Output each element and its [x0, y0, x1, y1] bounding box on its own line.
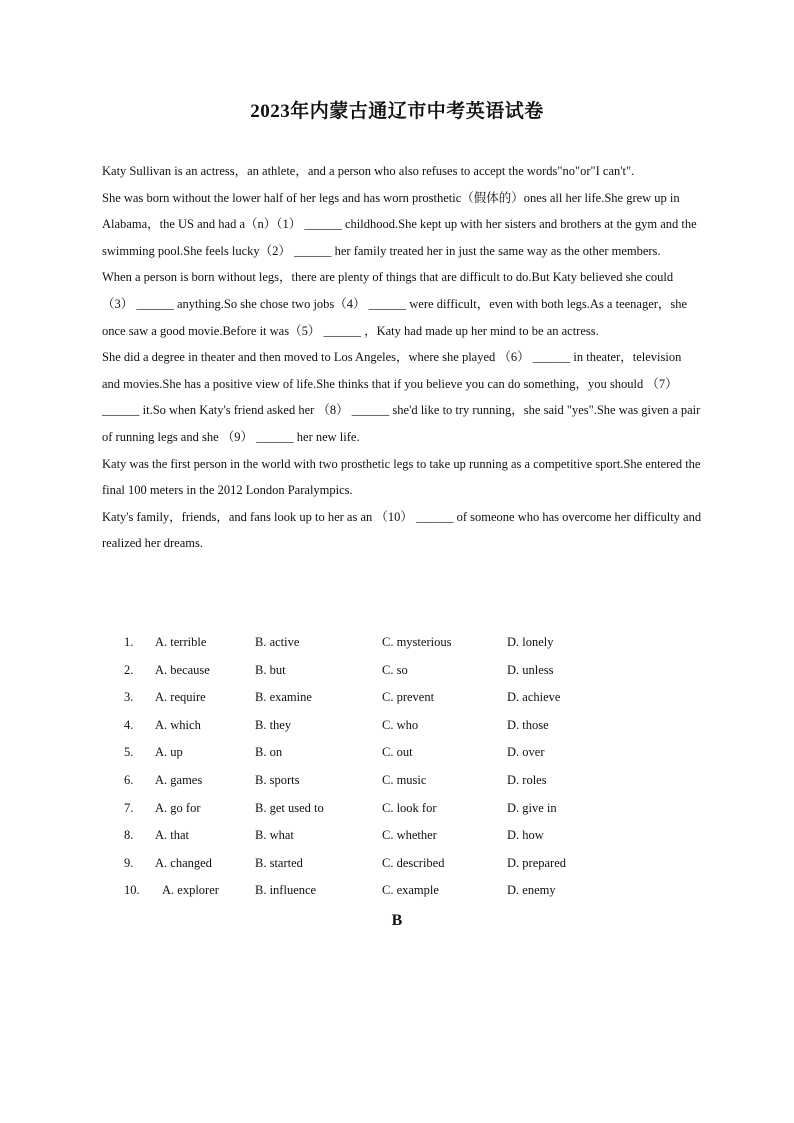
question-row [102, 851, 702, 879]
question-number: 6. [124, 772, 134, 787]
passage-paragraph: Katy Sullivan is an actress，an athlete，and a person who also refuses to accept the words"no"or"I can't". [102, 164, 635, 178]
passage-paragraph: She did a degree in theater and then moved to Los Angeles，where she played （6） ______ in theater，television and movies.She has a positive view of life.She thinks that if you believe you can do something，you should （7） ______ it.So when Katy's friend asked her （8） ______ she'd like to try running，she said "yes".She was given a pair of running legs and she （9） ______ her new life. [102, 350, 701, 444]
question-number: 10. [124, 883, 140, 898]
option-c: C. mysterious [382, 635, 452, 649]
option-b: B. on [255, 745, 283, 760]
option-a: A. that [155, 828, 190, 843]
option-a: A. require [155, 690, 206, 705]
option-a: A. terrible [155, 635, 207, 649]
page-title: 2023年内蒙古通辽市中考英语试卷 [250, 101, 544, 122]
option-d: D. those [507, 717, 549, 732]
option-c: C. out [382, 745, 413, 760]
option-d: D. over [507, 745, 545, 760]
option-c: C. prevent [382, 690, 435, 705]
option-b: B. they [255, 717, 292, 732]
option-d: D. enemy [507, 883, 556, 898]
option-c: C. who [382, 717, 419, 732]
option-a: A. which [155, 717, 201, 732]
section-label: B [391, 912, 403, 929]
option-d: D. achieve [507, 690, 561, 705]
question-row [102, 713, 702, 741]
question-row [102, 658, 702, 686]
reading-passage [102, 158, 702, 557]
question-row [102, 878, 702, 906]
passage-paragraph: Katy was the first person in the world with two prosthetic legs to take up running as a competitive sport.She entered the final 100 meters in the 2012 London Paralympics. [102, 456, 701, 498]
option-b: B. started [255, 855, 303, 870]
option-c: C. whether [382, 828, 437, 843]
option-b: B. active [255, 635, 300, 649]
option-c: C. described [382, 855, 445, 870]
option-c: C. example [382, 883, 439, 898]
question-number: 8. [124, 828, 134, 843]
passage-paragraph: When a person is born without legs，there are plenty of things that are difficult to do.But Katy believed she could（3） ______ anything.So she chose two jobs（4） ______ were difficult，even with both legs.As a teenager，she once saw a good movie.Before it was（5） ______ ，Katy had made up her mind to be an actress. [102, 270, 688, 338]
question-row [102, 823, 702, 851]
option-b: B. examine [255, 690, 312, 705]
option-b: B. but [255, 662, 286, 677]
option-b: B. get used to [255, 800, 324, 815]
question-number: 5. [124, 745, 134, 760]
option-a: A. go for [155, 800, 201, 815]
option-d: D. give in [507, 800, 557, 815]
question-row [102, 796, 702, 824]
answer-options [102, 630, 702, 906]
question-number: 1. [124, 635, 134, 649]
option-d: D. unless [507, 662, 554, 677]
option-b: B. what [255, 828, 294, 843]
option-d: D. roles [507, 772, 547, 787]
option-a: A. games [155, 772, 203, 787]
option-d: D. how [507, 828, 544, 843]
question-row [102, 630, 702, 658]
option-a: A. explorer [162, 883, 219, 898]
passage-paragraph: Katy's family，friends，and fans look up to her as an （10） ______ of someone who has overcome her difficulty and realized her dreams. [102, 509, 702, 551]
option-b: B. sports [255, 772, 300, 787]
question-number: 9. [124, 855, 134, 870]
option-a: A. because [155, 662, 210, 677]
option-a: A. up [155, 745, 183, 760]
question-row [102, 685, 702, 713]
question-row [102, 740, 702, 768]
passage-paragraph: She was born without the lower half of her legs and has worn prosthetic（假体的）ones all her life.She grew up in Alabama，the US and had a（n）（1） ______ childhood.She kept up with her sisters and brothers at the gym and the swimming pool.She feels lucky（2） ______ her family treated her in just the same way as the other members. [102, 190, 697, 258]
question-number: 3. [124, 690, 134, 705]
option-a: A. changed [155, 855, 212, 870]
option-d: D. lonely [507, 635, 554, 649]
option-d: D. prepared [507, 855, 566, 870]
option-b: B. influence [255, 883, 317, 898]
question-number: 2. [124, 662, 134, 677]
option-c: C. music [382, 772, 427, 787]
question-number: 7. [124, 800, 134, 815]
question-number: 4. [124, 717, 134, 732]
option-c: C. look for [382, 800, 437, 815]
option-c: C. so [382, 662, 408, 677]
question-row [102, 768, 702, 796]
